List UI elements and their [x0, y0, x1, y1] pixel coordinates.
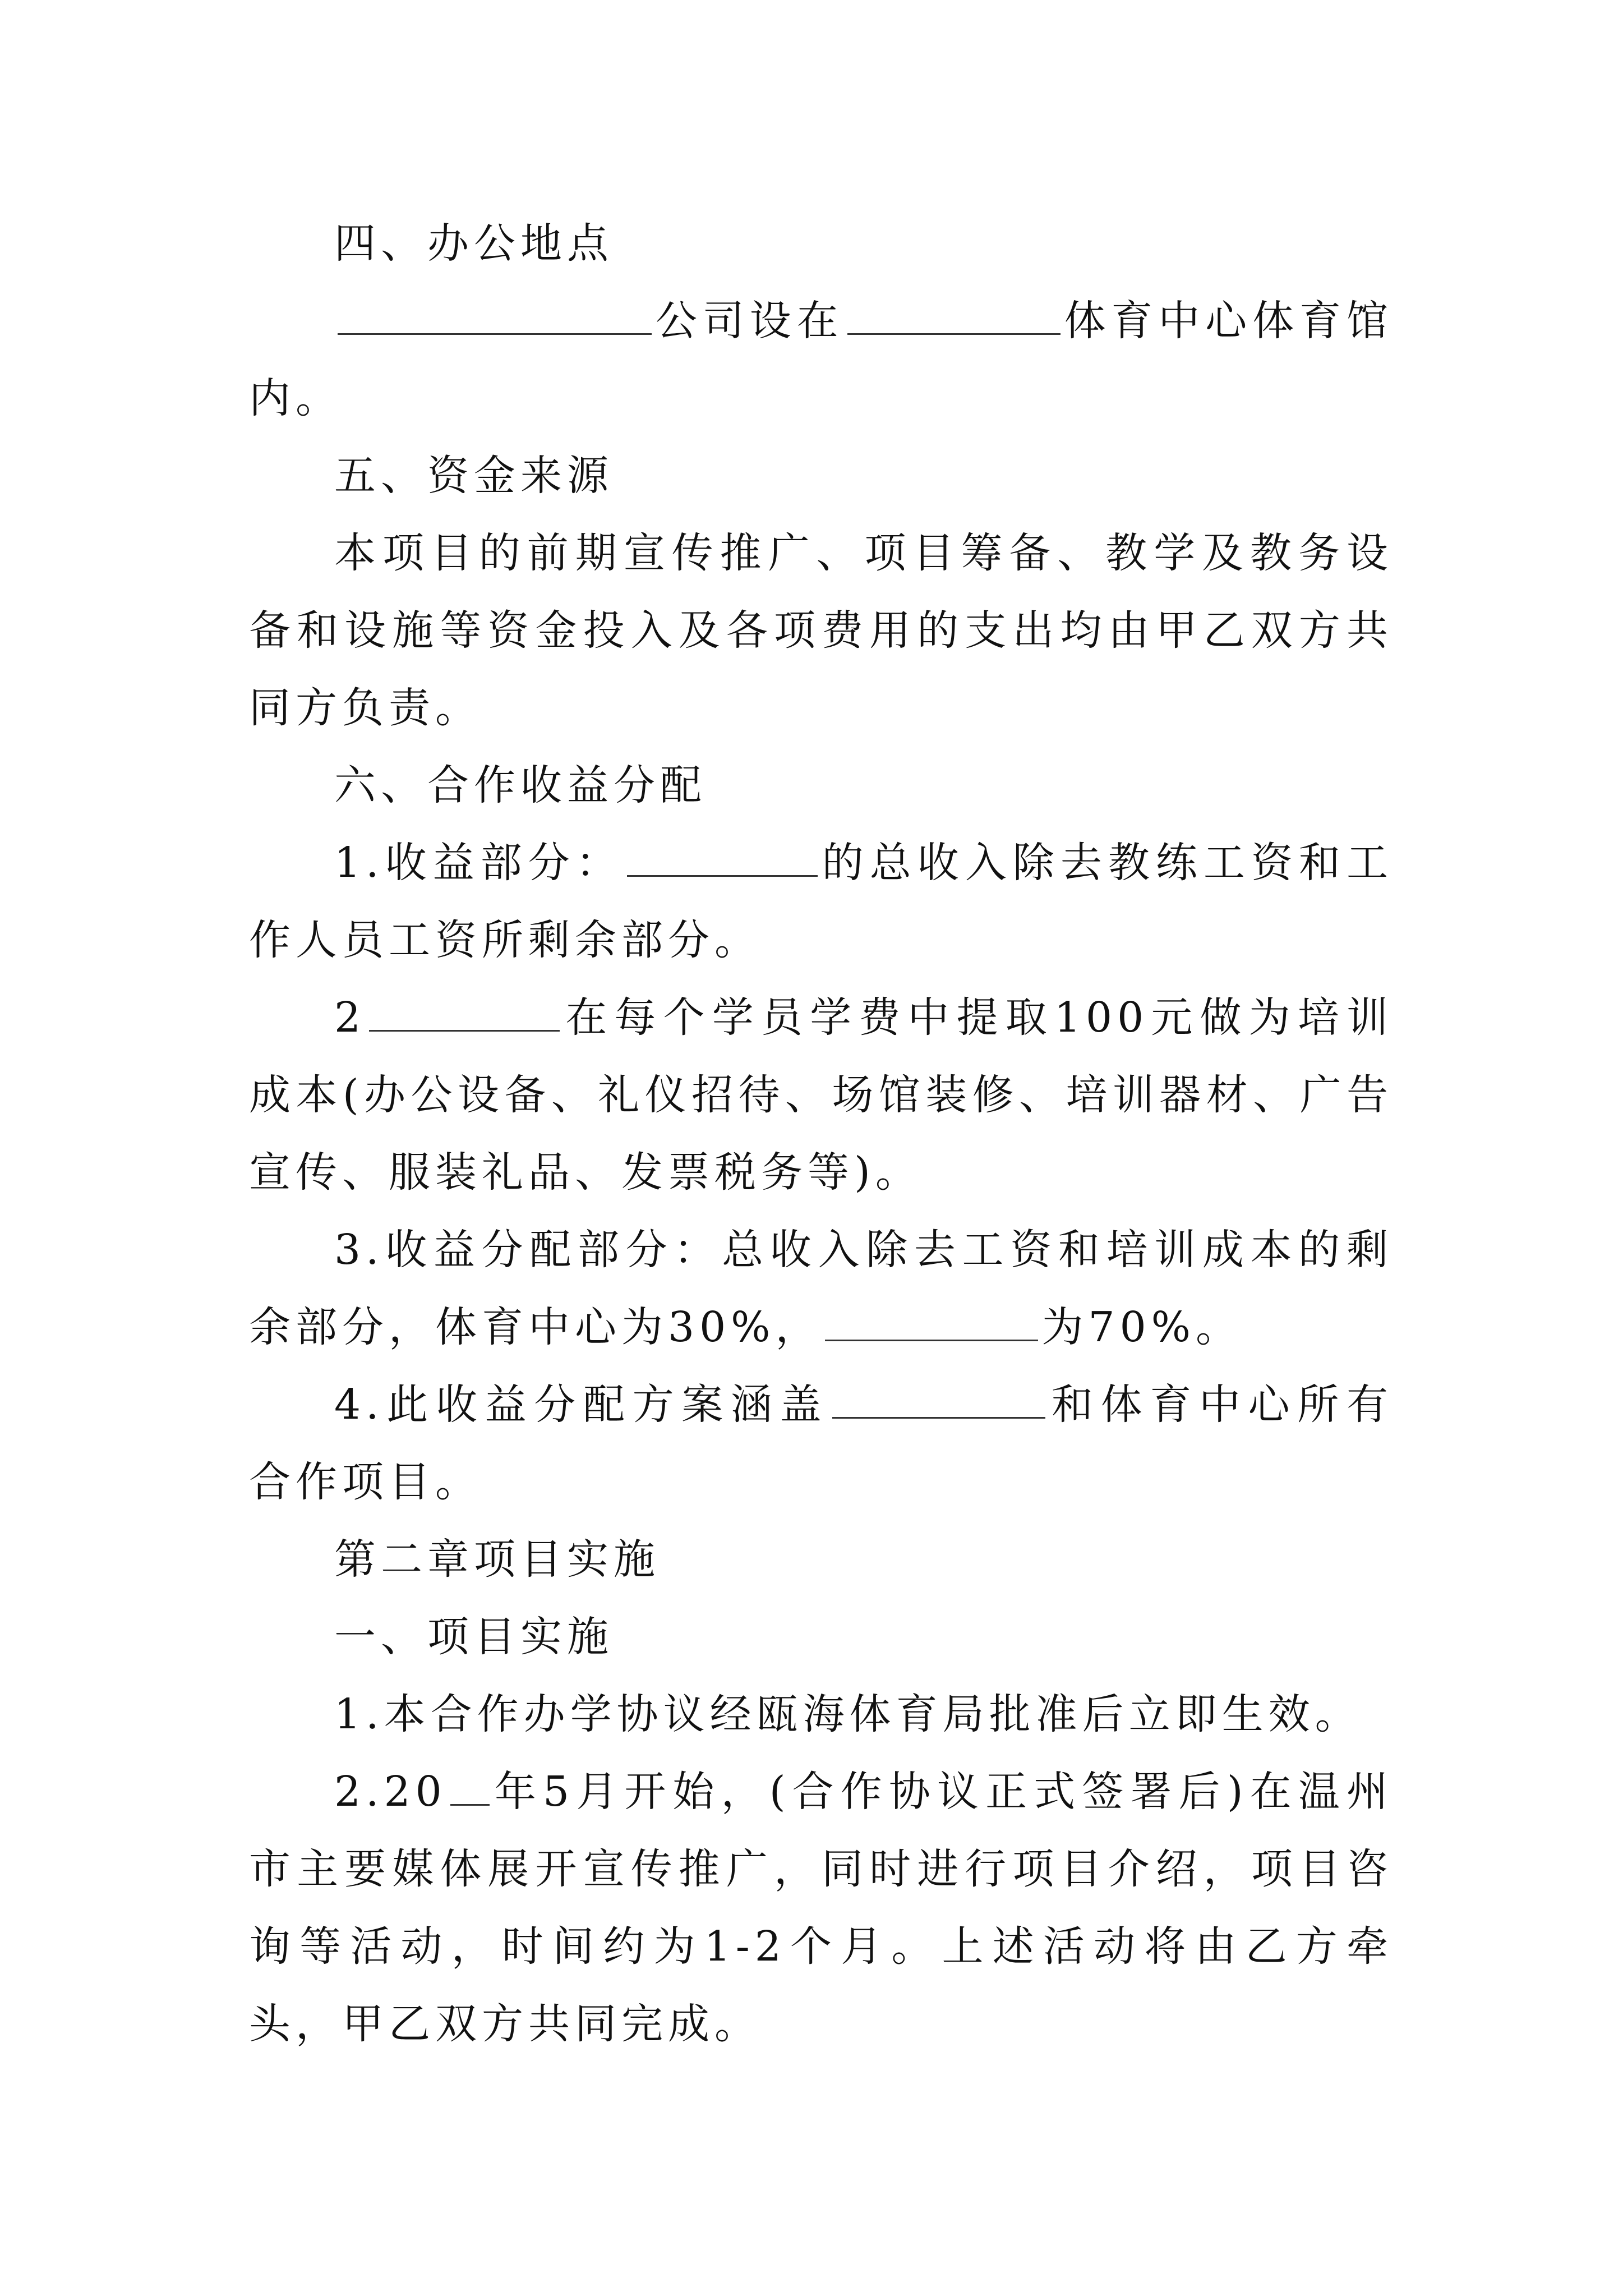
text-segment: 4.此收益分配方案涵盖 [334, 1381, 829, 1429]
text-segment: 第二章项目实施 [334, 1535, 660, 1584]
fill-blank-year [450, 1769, 490, 1806]
section-heading-funding-source [249, 437, 1393, 514]
chapter-heading-project-implementation [249, 1521, 1393, 1598]
paragraph-funding-source [249, 514, 1393, 747]
paragraph-office-location [249, 282, 1393, 437]
text-segment: 四、办公地点 [334, 219, 614, 268]
text-segment: 3.收益分配部分：总收入除去工资和培训成本的剩余部分，体育中心为30%， [249, 1226, 1393, 1351]
text-segment: 和体育中心所有合作项目。 [249, 1381, 1394, 1506]
fill-blank [832, 1382, 1045, 1419]
section-heading-project-implementation [249, 1598, 1393, 1676]
text-segment: 1.收益部分： [334, 839, 624, 887]
paragraph-revenue-item-4 [249, 1366, 1393, 1521]
document-body [249, 205, 1393, 2063]
text-segment: 五、资金来源 [334, 452, 614, 500]
text-segment: 2 [334, 993, 366, 1042]
text-segment: 公司设在 [655, 297, 844, 345]
text-segment: 体育中心体育馆内。 [249, 297, 1394, 422]
paragraph-revenue-item-1 [249, 824, 1393, 979]
paragraph-revenue-item-2 [249, 979, 1393, 1211]
paragraph-implementation-item-1 [249, 1676, 1393, 1753]
fill-blank [369, 995, 560, 1032]
fill-blank-company-name [338, 298, 652, 335]
fill-blank-location [847, 298, 1061, 335]
text-segment: 2.20 [334, 1768, 447, 1816]
paragraph-revenue-item-3 [249, 1211, 1393, 1366]
section-heading-revenue-distribution [249, 747, 1393, 824]
text-segment: 1.本合作办学协议经瓯海体育局批准后立即生效。 [334, 1690, 1362, 1738]
text-segment: 六、合作收益分配 [334, 761, 707, 809]
section-heading-office-location [249, 205, 1393, 282]
text-segment: 年5月开始，(合作协议正式签署后)在温州市主要媒体展开宣传推广，同时进行项目介绍，项目咨询等活动，时间约为1-2个月。上述活动将由乙方牵头，甲乙双方共同完成。 [249, 1768, 1393, 2048]
fill-blank [825, 1305, 1038, 1341]
text-segment: 本项目的前期宣传推广、项目筹备、教学及教务设备和设施等资金投入及各项费用的支出均由甲乙双方共同方负责。 [249, 529, 1393, 732]
fill-blank [627, 840, 818, 877]
text-segment: 一、项目实施 [334, 1613, 614, 1661]
text-segment: 为70%。 [1041, 1303, 1242, 1351]
paragraph-implementation-item-2 [249, 1753, 1393, 2063]
text-segment: 在每个学员学费中提取100元做为培训成本(办公设备、礼仪招待、场馆装修、培训器材、广告宣传、服装礼品、发票税务等)。 [249, 993, 1393, 1197]
text-segment: 的总收入除去教练工资和工作人员工资所剩余部分。 [249, 839, 1393, 964]
